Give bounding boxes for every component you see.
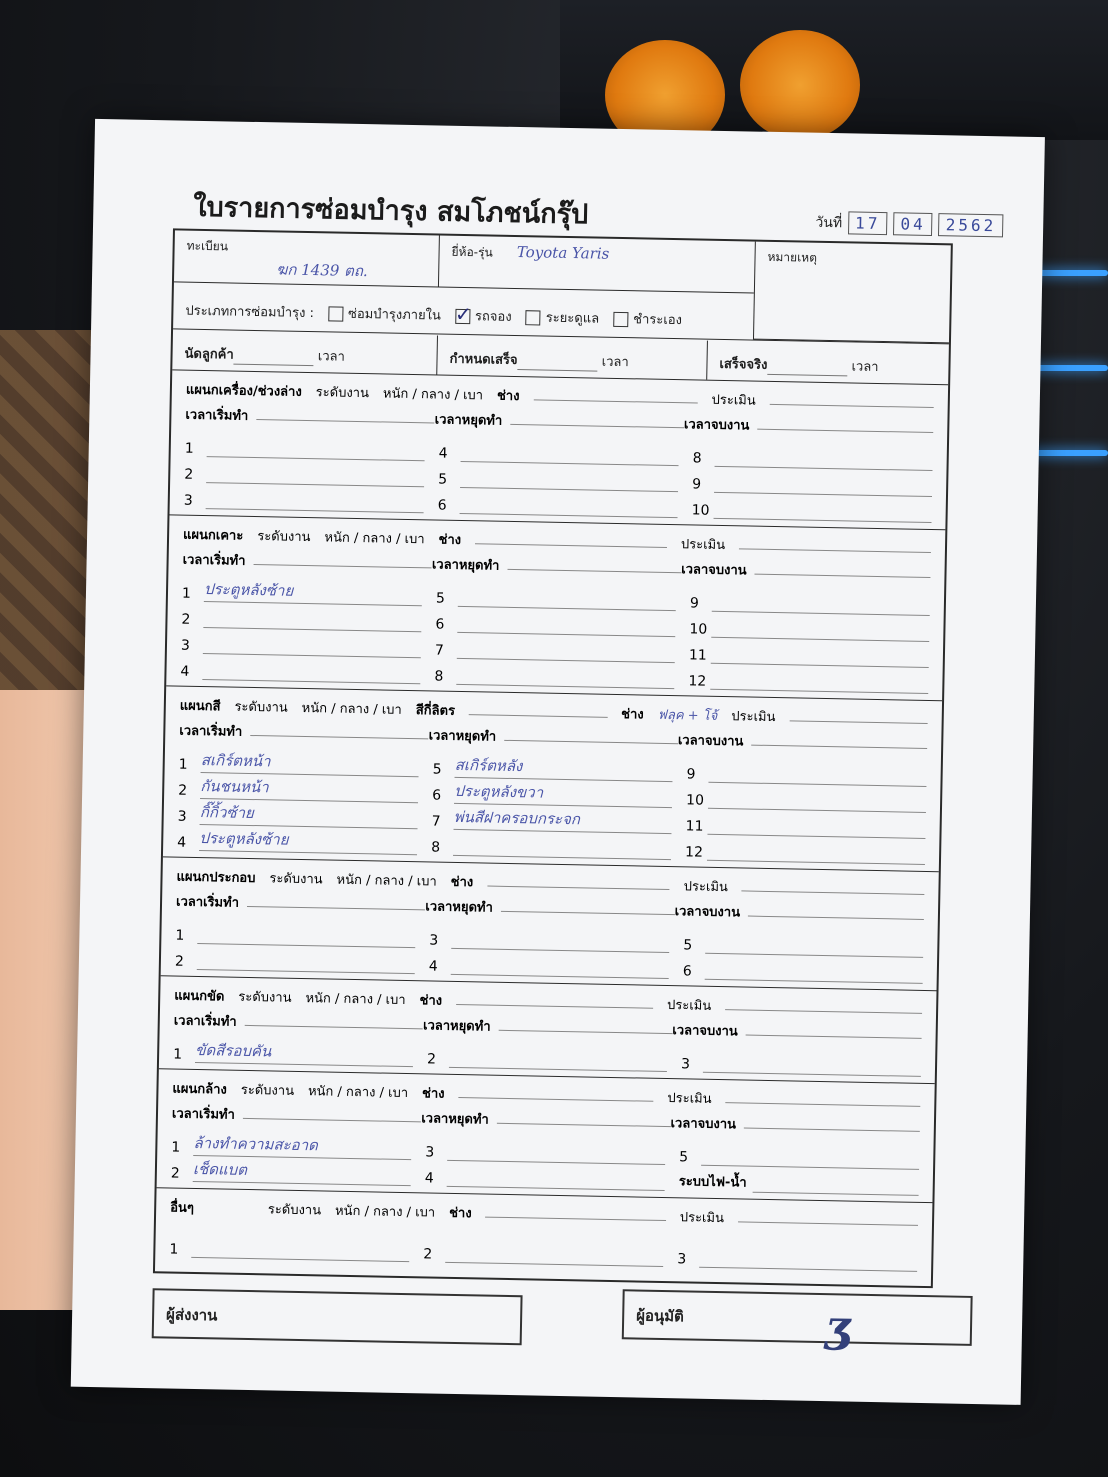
other-title: อื่นๆ [170,1200,195,1216]
list-item[interactable]: 6 [435,607,675,638]
polish-tech: ช่าง [419,993,443,1009]
appoint-cell [172,330,438,374]
type-self-pay-checkbox[interactable] [613,311,628,326]
polish-eval: ประเมิน [666,998,712,1014]
paint-title: แผนกสี [179,698,221,715]
paint-section [163,686,942,872]
list-item[interactable]: 2 เช็ดแบต [171,1156,411,1187]
approver-label: ผู้อนุมัติ [636,1306,685,1326]
list-item[interactable]: 8 [431,829,671,860]
paint-pause: เวลาหยุดทำ [428,728,497,745]
body-eval: ประเมิน [680,537,726,554]
body-pause: เวลาหยุดทำ [431,557,500,574]
list-item[interactable]: 10 [692,492,932,523]
paint-color-label: สีกี่ลิตร [415,703,456,719]
appoint-label: นัดลูกค้า [184,346,234,363]
list-item[interactable]: 3 [681,1046,921,1077]
polish-start: เวลาเริ่มทำ [173,1013,237,1030]
list-item[interactable]: 1 ประตูหลังซ้าย [182,576,422,607]
type-reserved-checkbox[interactable] [455,308,470,323]
list-item[interactable]: 7 [435,633,675,664]
repair-type-label: ประเภทการซ่อมบำรุง : [185,303,315,321]
assembly-level-opts: หนัก / กลาง / เบา [336,872,437,890]
other-tech: ช่าง [448,1205,472,1222]
brand-cell [439,236,755,293]
approver-box[interactable] [622,1289,973,1353]
brand-value: Toyota Yaris [516,243,610,263]
polish-level-opts: หนัก / กลาง / เบา [305,991,406,1009]
note-cell [754,242,951,344]
body-end: เวลาจบงาน [681,562,747,579]
due-cell [437,335,708,379]
done-time-label: เวลา [851,358,879,375]
engine-section [169,370,948,530]
polish-title: แผนกขัด [174,988,225,1005]
date-label: วันที่ [815,214,843,231]
type-internal-checkbox[interactable] [328,306,343,321]
wash-section [157,1069,935,1203]
polish-level: ระดับงาน [238,989,292,1006]
list-item[interactable]: 4 [429,948,669,979]
engine-end: เวลาจบงาน [683,417,750,434]
list-item[interactable]: 9 [686,756,926,787]
list-item[interactable]: 3 กิ๊กิ้วซ้าย [178,799,418,830]
list-item[interactable]: 4 [439,436,679,467]
list-item[interactable]: 4 ประตูหลังซ้าย [177,825,417,856]
list-item[interactable]: 10 [686,782,926,813]
body-level-opts: หนัก / กลาง / เบา [324,530,425,548]
body-section [166,515,945,701]
due-time-label: เวลา [601,354,629,370]
list-item[interactable]: 1 ขัดสีรอบคัน [173,1037,413,1068]
other-eval: ประเมิน [679,1210,725,1227]
body-start: เวลาเริ่มทำ [182,552,246,569]
assembly-start: เวลาเริ่มทำ [175,894,240,911]
list-item[interactable]: 3 [425,1134,665,1165]
wash-end: เวลาจบงาน [670,1116,737,1133]
list-item[interactable]: 5 [436,581,676,612]
type-care-label: ระยะดูแล [545,310,600,327]
wash-tech: ช่าง [421,1086,445,1102]
date-year: 2562 [938,213,1003,237]
list-item[interactable]: 5 [438,462,678,493]
appoint-time-label: เวลา [317,348,346,365]
list-item[interactable]: 9 [692,466,932,497]
engine-tech: ช่าง [496,388,520,405]
done-cell [707,340,949,384]
paint-eval: ประเมิน [731,709,776,726]
plate-value: ฆก 1439 ตถ. [276,260,368,281]
wash-title: แผนกล้าง [172,1081,227,1098]
other-level: ระดับงาน [267,1202,322,1219]
other-section [155,1188,932,1286]
polish-end: เวลาจบงาน [672,1023,738,1040]
note-label: หมายเหตุ [767,249,818,265]
assembly-level: ระดับงาน [269,871,323,888]
list-item[interactable]: 2 [423,1236,663,1267]
other-level-opts: หนัก / กลาง / เบา [334,1203,436,1221]
assembly-tech: ช่าง [450,874,474,891]
list-item[interactable]: 2 [181,602,421,633]
list-item[interactable]: 3 [181,628,421,659]
maintenance-form [71,119,1045,1405]
list-item[interactable]: 2 [175,944,415,975]
list-item[interactable]: 1 [169,1232,409,1263]
due-label: กำหนดเสร็จ [449,351,518,368]
repair-type-row [173,285,694,336]
list-item[interactable]: 6 ประตูหลังขวา [432,777,672,808]
date-day: 17 [848,211,888,235]
list-item[interactable] [679,1165,919,1196]
paint-level: ระดับงาน [234,699,288,716]
type-reserved-label: รถจอง [474,308,512,325]
approver-signature: ʒ [824,1301,851,1353]
sender-label: ผู้ส่งงาน [165,1305,218,1325]
date-field [815,211,1003,238]
list-item[interactable]: 4 [425,1160,665,1191]
wash-start: เวลาเริ่มทำ [171,1106,236,1123]
sender-box[interactable] [152,1288,523,1345]
list-item[interactable]: 7 พ่นสีฝาครอบกระจก [432,803,672,834]
form-grid [153,228,953,1288]
form-title: ใบรายการซ่อมบำรุง สมโภชน์กรุ๊ป [193,191,589,231]
list-item[interactable]: 8 [434,659,674,690]
list-item[interactable]: 6 [683,953,923,984]
assembly-eval: ประเมิน [683,879,729,896]
list-item[interactable]: 9 [690,585,930,616]
list-item[interactable]: 12 [688,663,928,694]
engine-eval: ประเมิน [711,392,756,409]
list-item[interactable]: 2 กันชนหน้า [178,773,418,804]
list-item[interactable]: 5 [679,1139,919,1170]
list-item[interactable]: 1 [185,431,425,462]
body-tech: ช่าง [438,532,462,548]
list-item[interactable]: 3 [184,483,424,514]
body-title: แผนกเคาะ [182,527,244,544]
list-item[interactable]: 5 สเกิร์ตหลัง [433,751,673,782]
wash-extra-label: ระบบไฟ-น้ำ [678,1174,747,1191]
list-item[interactable]: 1 [175,918,415,949]
polish-pause: เวลาหยุดทำ [422,1018,491,1035]
wash-eval: ประเมิน [667,1091,712,1107]
list-item[interactable]: 3 [677,1241,917,1272]
list-item[interactable]: 1 ล้างทำความสะอาด [171,1130,411,1161]
list-item[interactable]: 6 [438,488,678,519]
marigold-garland [740,30,860,140]
wash-level: ระดับงาน [240,1082,295,1099]
list-item[interactable]: 3 [429,922,669,953]
list-item[interactable]: 5 [683,927,923,958]
engine-level: ระดับงาน [315,385,370,402]
type-self-pay-label: ชำระเอง [633,311,683,328]
list-item[interactable]: 12 [685,834,925,865]
type-internal-label: ซ่อมบำรุงภายใน [347,306,442,324]
paint-end: เวลาจบงาน [677,733,744,750]
wash-level-opts: หนัก / กลาง / เบา [307,1084,409,1102]
assembly-end: เวลาจบงาน [674,904,741,921]
list-item[interactable]: 2 [184,457,424,488]
engine-title: แผนกเครื่อง/ช่วงล่าง [185,382,302,400]
paint-tech: ช่าง [621,707,644,723]
assembly-pause: เวลาหยุดทำ [425,899,493,916]
plate-cell [174,230,440,286]
list-item[interactable]: 11 [685,808,925,839]
assembly-section [161,857,939,991]
plate-label: ทะเบียน [186,238,229,254]
done-label: เสร็จจริง [719,356,768,373]
type-care-checkbox[interactable] [526,310,541,325]
list-item[interactable]: 8 [693,440,933,471]
date-month: 04 [893,212,933,236]
paint-tech-value: ฟลุค + โจ้ [657,707,718,724]
list-item[interactable]: 10 [689,611,929,642]
brand-label: ยี่ห้อ-รุ่น [451,244,493,260]
paint-level-opts: หนัก / กลาง / เบา [301,700,402,718]
body-level: ระดับงาน [257,529,311,546]
engine-pause: เวลาหยุดทำ [434,412,503,429]
list-item[interactable]: 11 [689,637,929,668]
polish-section [159,976,937,1084]
wash-pause: เวลาหยุดทำ [421,1111,489,1128]
list-item[interactable]: 1 สเกิร์ตหน้า [179,747,419,778]
assembly-title: แผนกประกอบ [176,869,256,887]
list-item[interactable]: 2 [427,1041,667,1072]
list-item[interactable]: 4 [180,654,420,685]
engine-level-opts: หนัก / กลาง / เบา [382,386,484,404]
paint-start: เวลาเริ่มทำ [179,723,243,740]
engine-start: เวลาเริ่มทำ [185,407,249,424]
